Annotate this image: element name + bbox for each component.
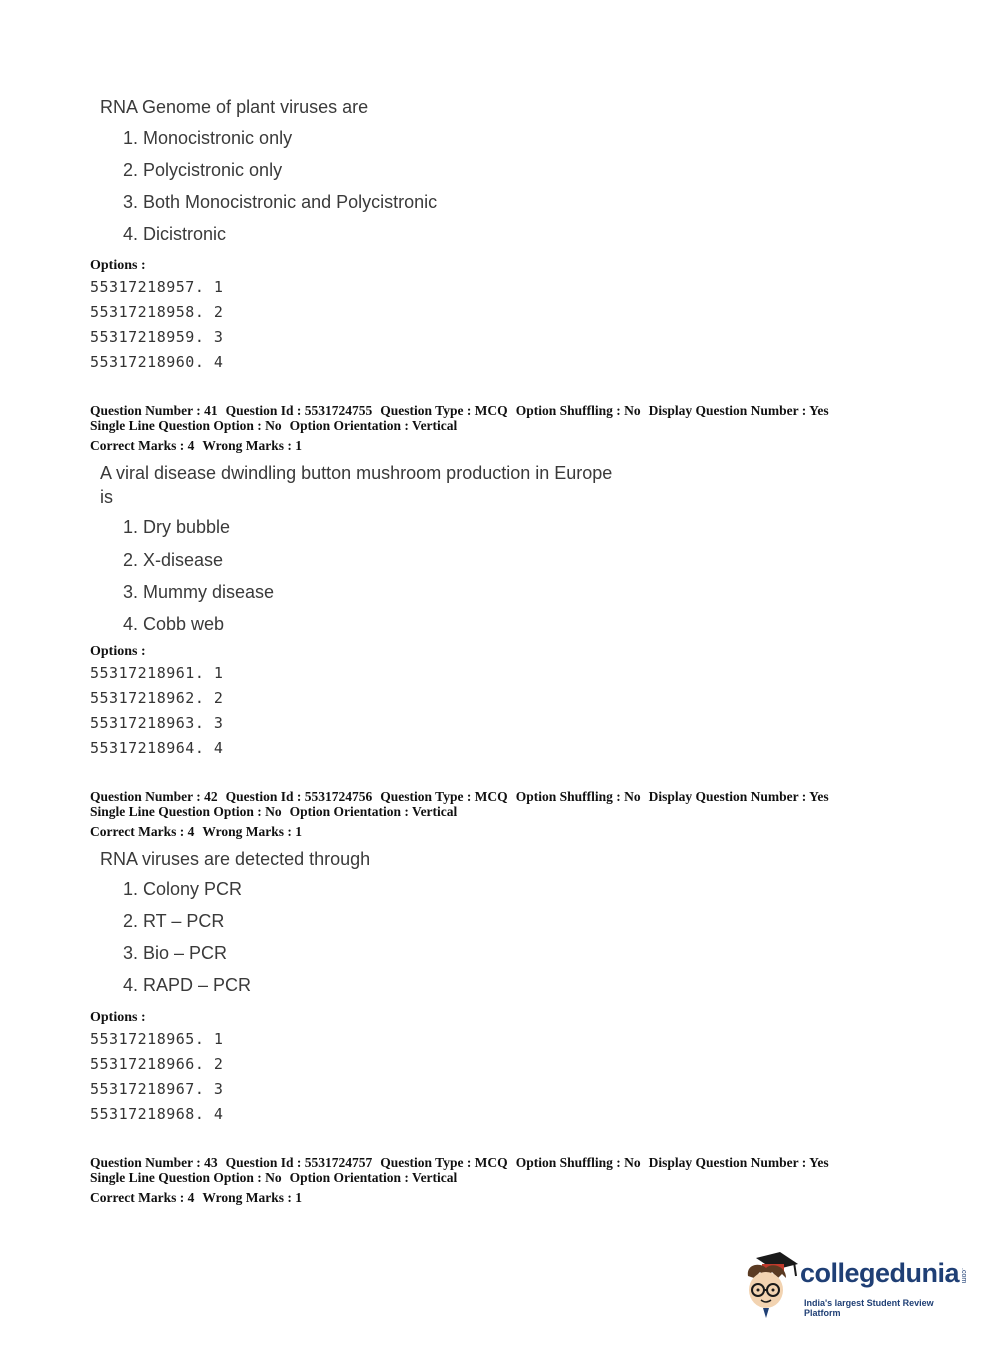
question-meta-line-2 [90, 804, 465, 819]
option-id: 55317218966. 2 [90, 1055, 224, 1073]
single-line-option: Single Line Question Option : No [90, 1170, 282, 1185]
choice-item: 2. X-disease [123, 550, 224, 570]
question-id: Question Id : 5531724757 [225, 1155, 373, 1170]
option-shuffling: Option Shuffling : No [515, 403, 641, 418]
correct-marks: Correct Marks : 4 [90, 1190, 195, 1205]
option-orientation: Option Orientation : Vertical [289, 418, 458, 433]
options-label: Options : [90, 1010, 146, 1025]
question-meta-line-3 [90, 824, 310, 839]
option-orientation: Option Orientation : Vertical [289, 1170, 458, 1185]
option-orientation: Option Orientation : Vertical [289, 804, 458, 819]
choice-item: 4. Dicistronic [123, 224, 227, 244]
option-id: 55317218963. 3 [90, 714, 224, 732]
question-meta-line-3 [90, 1190, 310, 1205]
question-type: Question Type : MCQ [380, 789, 508, 804]
logo-wordmark: collegedunia [800, 1258, 960, 1288]
options-label: Options : [90, 258, 146, 273]
option-id: 55317218967. 3 [90, 1080, 224, 1098]
question-number: Question Number : 42 [90, 789, 218, 804]
display-question-number: Display Question Number : Yes [648, 789, 829, 804]
mascot-icon [742, 1250, 800, 1320]
question-meta-line-2 [90, 1170, 465, 1185]
question-type: Question Type : MCQ [380, 403, 508, 418]
option-id: 55317218960. 4 [90, 353, 224, 371]
option-id: 55317218965. 1 [90, 1030, 224, 1048]
option-id: 55317218958. 2 [90, 303, 224, 321]
choice-item: 4. Cobb web [123, 614, 225, 634]
correct-marks: Correct Marks : 4 [90, 824, 195, 839]
question-meta-line-1 [90, 403, 837, 418]
choice-item: 4. RAPD – PCR [123, 975, 252, 995]
choice-item: 2. Polycistronic only [123, 160, 283, 180]
option-id: 55317218964. 4 [90, 739, 224, 757]
option-id: 55317218962. 2 [90, 689, 224, 707]
option-id: 55317218961. 1 [90, 664, 224, 682]
question-meta-line-3 [90, 438, 310, 453]
question-number: Question Number : 43 [90, 1155, 218, 1170]
choice-item: 1. Dry bubble [123, 517, 231, 537]
question-id: Question Id : 5531724755 [225, 403, 373, 418]
question-text: RNA viruses are detected through [100, 849, 371, 869]
question-id: Question Id : 5531724756 [225, 789, 373, 804]
choice-item: 2. RT – PCR [123, 911, 225, 931]
choice-item: 1. Colony PCR [123, 879, 243, 899]
option-id: 55317218959. 3 [90, 328, 224, 346]
option-shuffling: Option Shuffling : No [515, 789, 641, 804]
choice-item: 1. Monocistronic only [123, 128, 293, 148]
display-question-number: Display Question Number : Yes [648, 1155, 829, 1170]
question-type: Question Type : MCQ [380, 1155, 508, 1170]
wrong-marks: Wrong Marks : 1 [202, 824, 302, 839]
question-meta-line-1 [90, 789, 837, 804]
question-meta-line-1 [90, 1155, 837, 1170]
question-meta-line-2 [90, 418, 465, 433]
question-text: A viral disease dwindling button mushroom production in Europe is [100, 463, 613, 507]
choice-item: 3. Mummy disease [123, 582, 275, 602]
single-line-option: Single Line Question Option : No [90, 804, 282, 819]
logo-tagline: India's largest Student Review Platform [804, 1298, 934, 1318]
option-id: 55317218968. 4 [90, 1105, 224, 1123]
display-question-number: Display Question Number : Yes [648, 403, 829, 418]
choice-item: 3. Both Monocistronic and Polycistronic [123, 192, 438, 212]
question-text: RNA Genome of plant viruses are [100, 97, 369, 117]
options-label: Options : [90, 644, 146, 659]
wrong-marks: Wrong Marks : 1 [202, 1190, 302, 1205]
option-shuffling: Option Shuffling : No [515, 1155, 641, 1170]
question-number: Question Number : 41 [90, 403, 218, 418]
single-line-option: Single Line Question Option : No [90, 418, 282, 433]
logo-domain-suffix: .com [960, 1268, 967, 1284]
collegedunia-logo[interactable] [742, 1250, 972, 1320]
correct-marks: Correct Marks : 4 [90, 438, 195, 453]
choice-item: 3. Bio – PCR [123, 943, 228, 963]
wrong-marks: Wrong Marks : 1 [202, 438, 302, 453]
option-id: 55317218957. 1 [90, 278, 224, 296]
